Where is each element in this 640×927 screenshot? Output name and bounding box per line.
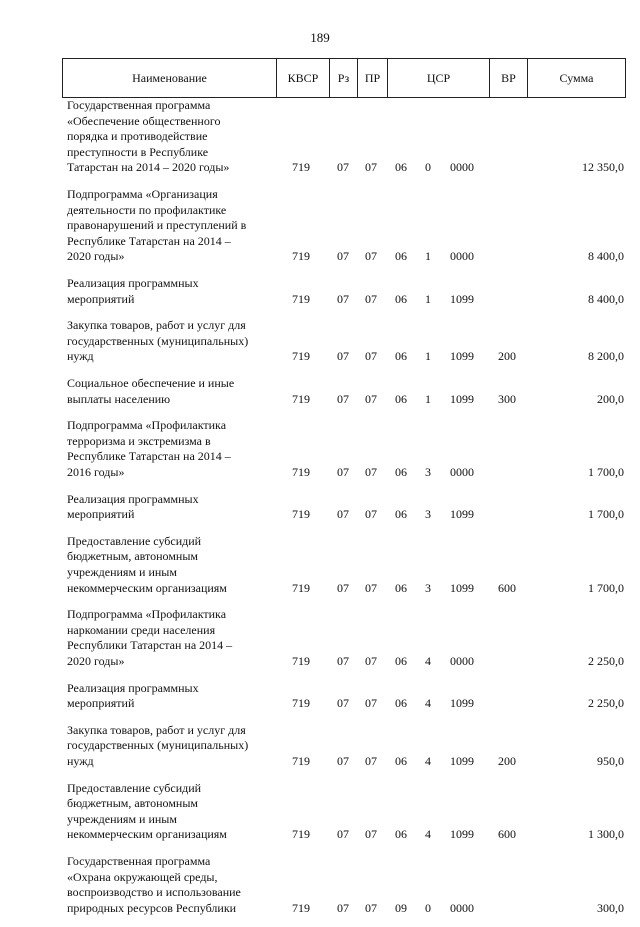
vr-cell: 200 <box>498 753 516 768</box>
row-name <box>67 607 274 669</box>
row-name-line: «Охрана окружающей среды, <box>67 869 218 884</box>
csr-code-cell: 0000 <box>450 249 474 264</box>
rz-cell: 07 <box>337 464 349 479</box>
table-row <box>62 318 626 365</box>
row-name-line: 2020 годы» <box>67 653 125 668</box>
rz-cell: 07 <box>337 391 349 406</box>
csr-program-cell: 06 <box>395 696 407 711</box>
pr-cell: 07 <box>365 653 377 668</box>
kvsr-cell: 719 <box>292 753 310 768</box>
row-name <box>67 98 274 176</box>
csr-code-cell: 1099 <box>450 291 474 306</box>
csr-code-cell: 1099 <box>450 696 474 711</box>
csr-code-cell: 1099 <box>450 507 474 522</box>
sum-cell: 1 700,0 <box>588 580 624 595</box>
row-name-line: Государственная программа <box>67 98 211 112</box>
pr-cell: 07 <box>365 291 377 306</box>
row-name-line: 2020 годы» <box>67 249 125 264</box>
row-name-line: мероприятий <box>67 507 135 522</box>
rz-cell: 07 <box>337 900 349 915</box>
header-rz: Рз <box>330 59 358 97</box>
row-name-line: воспроизводство и использование <box>67 885 241 900</box>
row-name-line: мероприятий <box>67 696 135 711</box>
row-name-line: государственных (муниципальных) <box>67 738 249 753</box>
kvsr-cell: 719 <box>292 160 310 175</box>
rz-cell: 07 <box>337 753 349 768</box>
csr-code-cell: 1099 <box>450 827 474 842</box>
row-name-line: Республике Татарстан на 2014 – <box>67 449 231 464</box>
row-name-line: государственных (муниципальных) <box>67 333 249 348</box>
csr-program-cell: 06 <box>395 391 407 406</box>
table-row <box>62 781 626 843</box>
pr-cell: 07 <box>365 349 377 364</box>
kvsr-cell: 719 <box>292 349 310 364</box>
csr-subprogram-cell: 4 <box>425 753 431 768</box>
row-name <box>67 854 274 916</box>
rz-cell: 07 <box>337 349 349 364</box>
row-name-line: Реализация программных <box>67 491 199 506</box>
row-name-line: учреждениям и иным <box>67 564 177 579</box>
table-row <box>62 276 626 307</box>
header-kvsr: КВСР <box>277 59 330 97</box>
row-name-line: «Обеспечение общественного <box>67 113 221 128</box>
csr-program-cell: 06 <box>395 464 407 479</box>
sum-cell: 8 400,0 <box>588 291 624 306</box>
row-name <box>67 418 274 480</box>
row-name-line: природных ресурсов Республики <box>67 900 237 915</box>
vr-cell: 200 <box>498 349 516 364</box>
csr-subprogram-cell: 3 <box>425 507 431 522</box>
csr-program-cell: 06 <box>395 507 407 522</box>
sum-cell: 8 400,0 <box>588 249 624 264</box>
row-name-line: Татарстан на 2014 – 2020 годы» <box>67 160 230 175</box>
row-name-line: преступности в Республике <box>67 144 209 159</box>
row-name <box>67 723 274 770</box>
table-row <box>62 723 626 770</box>
rz-cell: 07 <box>337 653 349 668</box>
csr-code-cell: 0000 <box>450 464 474 479</box>
header-vr: ВР <box>490 59 528 97</box>
kvsr-cell: 719 <box>292 580 310 595</box>
page-number: 189 <box>310 30 330 45</box>
kvsr-cell: 719 <box>292 696 310 711</box>
csr-subprogram-cell: 1 <box>425 391 431 406</box>
csr-program-cell: 06 <box>395 249 407 264</box>
pr-cell: 07 <box>365 464 377 479</box>
row-name-line: нужд <box>67 753 94 768</box>
row-name-line: мероприятий <box>67 291 135 306</box>
sum-cell: 950,0 <box>597 753 624 768</box>
row-name-line: Государственная программа <box>67 853 211 868</box>
table-header <box>62 58 626 98</box>
csr-subprogram-cell: 3 <box>425 580 431 595</box>
header-pr: ПР <box>358 59 388 97</box>
table-row <box>62 376 626 407</box>
row-name-line: терроризма и экстремизма в <box>67 433 211 448</box>
row-name <box>67 781 274 843</box>
row-name <box>67 318 274 365</box>
table-row <box>62 534 626 596</box>
csr-subprogram-cell: 0 <box>425 160 431 175</box>
row-name-line: Социальное обеспечение и иные <box>67 375 235 390</box>
kvsr-cell: 719 <box>292 653 310 668</box>
sum-cell: 2 250,0 <box>588 696 624 711</box>
table-row <box>62 607 626 669</box>
row-name-line: Подпрограмма «Профилактика <box>67 607 227 622</box>
csr-program-cell: 06 <box>395 349 407 364</box>
pr-cell: 07 <box>365 391 377 406</box>
row-name-line: Подпрограмма «Организация <box>67 187 218 201</box>
row-name-line: Реализация программных <box>67 276 199 290</box>
pr-cell: 07 <box>365 507 377 522</box>
table-row <box>62 98 626 176</box>
pr-cell: 07 <box>365 580 377 595</box>
csr-program-cell: 06 <box>395 753 407 768</box>
rz-cell: 07 <box>337 160 349 175</box>
csr-code-cell: 0000 <box>450 160 474 175</box>
csr-code-cell: 1099 <box>450 349 474 364</box>
row-name-line: правонарушений и преступлений в <box>67 218 247 233</box>
row-name <box>67 276 274 307</box>
row-name-line: нужд <box>67 349 94 364</box>
csr-program-cell: 06 <box>395 580 407 595</box>
kvsr-cell: 719 <box>292 507 310 522</box>
csr-program-cell: 06 <box>395 827 407 842</box>
row-name-line: Подпрограмма «Профилактика <box>67 418 227 433</box>
sum-cell: 300,0 <box>597 900 624 915</box>
row-name-line: бюджетным, автономным <box>67 796 198 811</box>
kvsr-cell: 719 <box>292 827 310 842</box>
vr-cell: 300 <box>498 391 516 406</box>
row-name <box>67 681 274 712</box>
csr-subprogram-cell: 1 <box>425 291 431 306</box>
pr-cell: 07 <box>365 827 377 842</box>
kvsr-cell: 719 <box>292 291 310 306</box>
row-name-line: Республики Татарстан на 2014 – <box>67 638 233 653</box>
rz-cell: 07 <box>337 507 349 522</box>
sum-cell: 200,0 <box>597 391 624 406</box>
sum-cell: 2 250,0 <box>588 653 624 668</box>
sum-cell: 1 700,0 <box>588 507 624 522</box>
row-name-line: Республике Татарстан на 2014 – <box>67 233 231 248</box>
rz-cell: 07 <box>337 291 349 306</box>
csr-subprogram-cell: 3 <box>425 464 431 479</box>
row-name-line: Закупка товаров, работ и услуг для <box>67 722 246 737</box>
header-name: Наименование <box>63 59 277 97</box>
csr-code-cell: 1099 <box>450 391 474 406</box>
row-name-line: учреждениям и иным <box>67 811 177 826</box>
row-name-line: Предоставление субсидий <box>67 533 202 548</box>
rz-cell: 07 <box>337 696 349 711</box>
kvsr-cell: 719 <box>292 900 310 915</box>
csr-program-cell: 06 <box>395 653 407 668</box>
csr-code-cell: 0000 <box>450 900 474 915</box>
row-name <box>67 187 274 265</box>
row-name-line: некоммерческим организациям <box>67 827 227 842</box>
row-name <box>67 492 274 523</box>
row-name <box>67 534 274 596</box>
pr-cell: 07 <box>365 900 377 915</box>
row-name-line: 2016 годы» <box>67 464 125 479</box>
row-name-line: деятельности по профилактике <box>67 202 227 217</box>
kvsr-cell: 719 <box>292 464 310 479</box>
kvsr-cell: 719 <box>292 391 310 406</box>
csr-program-cell: 06 <box>395 160 407 175</box>
pr-cell: 07 <box>365 160 377 175</box>
pr-cell: 07 <box>365 249 377 264</box>
csr-subprogram-cell: 1 <box>425 349 431 364</box>
rz-cell: 07 <box>337 249 349 264</box>
table-row <box>62 418 626 480</box>
pr-cell: 07 <box>365 753 377 768</box>
sum-cell: 1 300,0 <box>588 827 624 842</box>
row-name-line: бюджетным, автономным <box>67 549 198 564</box>
rz-cell: 07 <box>337 580 349 595</box>
sum-cell: 8 200,0 <box>588 349 624 364</box>
rz-cell: 07 <box>337 827 349 842</box>
header-csr: ЦСР <box>388 59 490 97</box>
csr-code-cell: 1099 <box>450 580 474 595</box>
csr-subprogram-cell: 1 <box>425 249 431 264</box>
sum-cell: 12 350,0 <box>582 160 624 175</box>
table-row <box>62 854 626 916</box>
csr-subprogram-cell: 0 <box>425 900 431 915</box>
table-row <box>62 681 626 712</box>
pr-cell: 07 <box>365 696 377 711</box>
table-body <box>62 98 626 927</box>
csr-subprogram-cell: 4 <box>425 827 431 842</box>
table-row <box>62 492 626 523</box>
row-name-line: некоммерческим организациям <box>67 580 227 595</box>
row-name-line: Реализация программных <box>67 680 199 695</box>
row-name-line: порядка и противодействие <box>67 129 208 144</box>
table-row <box>62 187 626 265</box>
row-name-line: Предоставление субсидий <box>67 780 202 795</box>
csr-subprogram-cell: 4 <box>425 696 431 711</box>
vr-cell: 600 <box>498 580 516 595</box>
vr-cell: 600 <box>498 827 516 842</box>
row-name-line: выплаты населению <box>67 391 171 406</box>
row-name-line: наркомании среди населения <box>67 622 216 637</box>
kvsr-cell: 719 <box>292 249 310 264</box>
header-sum: Сумма <box>559 71 594 85</box>
sum-cell: 1 700,0 <box>588 464 624 479</box>
row-name-line: Закупка товаров, работ и услуг для <box>67 318 246 333</box>
csr-program-cell: 09 <box>395 900 407 915</box>
csr-program-cell: 06 <box>395 291 407 306</box>
row-name <box>67 376 274 407</box>
csr-code-cell: 0000 <box>450 653 474 668</box>
csr-subprogram-cell: 4 <box>425 653 431 668</box>
csr-code-cell: 1099 <box>450 753 474 768</box>
